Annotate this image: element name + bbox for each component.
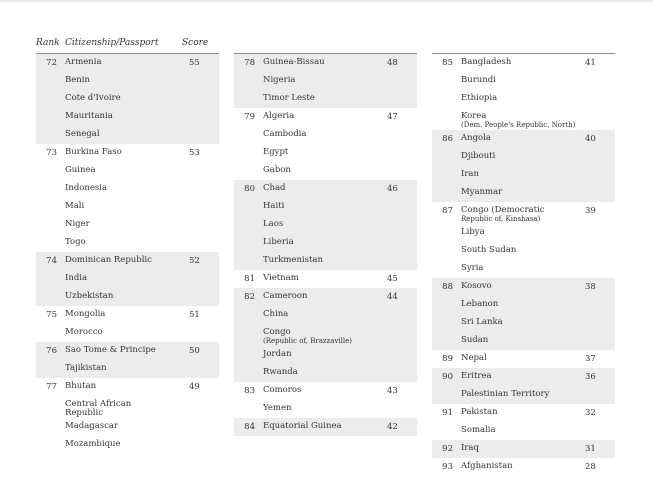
country-name [263,328,379,345]
country-name: Algeria [263,111,295,121]
rank-group [36,144,219,252]
country-name-subline: (Dem. People's Republic, North) [461,121,576,129]
score-value: 32 [585,408,596,418]
country-name: Rwanda [263,367,298,377]
rank-number: 85 [442,58,453,68]
rank-number: 74 [46,256,57,266]
score-value: 38 [585,282,596,292]
rank-number: 79 [244,112,255,122]
country-name: Mali [65,201,85,211]
country-name: Vietnam [263,273,299,283]
score-value: 42 [387,422,398,432]
country-name: Somalia [461,425,496,435]
score-value: 55 [189,58,200,68]
country-name [461,112,577,129]
rank-group [432,458,615,476]
country-name: Guinea [65,165,96,175]
country-name-line: Congo (Democratic [461,205,545,215]
score-value: 48 [387,58,398,68]
rank-number: 77 [46,382,57,392]
country-name: Djibouti [461,151,496,161]
country-name: Haiti [263,201,285,211]
rank-group [432,368,615,404]
top-border [0,0,653,2]
rank-number: 86 [442,134,453,144]
country-name: Bhutan [65,381,97,391]
rank-number: 91 [442,408,453,418]
country-name: Senegal [65,129,100,139]
country-name-subline: Republic of, Kinshasa) [461,215,541,223]
rank-group [432,130,615,202]
country-name: Mauritania [65,111,113,121]
country-name: Turkmenistan [263,255,323,265]
score-value: 36 [585,372,596,382]
country-name: Burkina Faso [65,147,122,157]
score-value: 49 [189,382,200,392]
country-name: Nepal [461,353,487,363]
country-name: Dominican Republic [65,255,152,265]
country-name: Uzbekistan [65,291,114,301]
country-name: Palestinian Territory [461,389,550,399]
country-name: Cameroon [263,291,308,301]
score-value: 45 [387,274,398,284]
country-name: Myanmar [461,187,503,197]
rank-number: 80 [244,184,255,194]
country-name: Yemen [263,403,292,413]
country-name: Gabon [263,165,291,175]
rank-number: 92 [442,444,453,454]
rank-group [234,54,417,108]
country-name: Syria [461,263,484,273]
country-name: Eritrea [461,371,492,381]
country-name [461,206,577,223]
score-value: 44 [387,292,398,302]
rank-group [234,418,417,436]
rank-group [234,270,417,288]
country-name: Chad [263,183,286,193]
country-name: Liberia [263,237,294,247]
country-name: South Sudan [461,245,517,255]
rank-number: 87 [442,206,453,216]
country-name: Iran [461,169,479,179]
rank-group [432,54,615,130]
rank-group [432,440,615,458]
country-name-line: Congo [263,327,291,337]
country-name-subline: (Republic of, Brazzaville) [263,337,353,345]
score-value: 52 [189,256,200,266]
rank-group [234,108,417,180]
score-value: 40 [585,134,596,144]
rank-group [432,278,615,350]
country-name: India [65,273,88,283]
rank-number: 81 [244,274,255,284]
country-name: Morocco [65,327,103,337]
score-value: 28 [585,462,596,472]
rank-group [234,382,417,418]
score-value: 53 [189,148,200,158]
country-name: Afghanistan [461,461,513,471]
country-name: Mozambique [65,439,121,449]
country-name: Benin [65,75,90,85]
rank-number: 88 [442,282,453,292]
score-value: 51 [189,310,200,320]
country-name: Niger [65,219,90,229]
rank-number: 75 [46,310,57,320]
score-value: 37 [585,354,596,364]
rank-number: 84 [244,422,255,432]
rank-group [36,54,219,144]
rank-group [36,252,219,306]
country-name: Sudan [461,335,489,345]
rank-number: 82 [244,292,255,302]
rank-group [432,404,615,440]
score-value: 39 [585,206,596,216]
country-name: Ethiopia [461,93,498,103]
rank-number: 83 [244,386,255,396]
country-name: Indonesia [65,183,108,193]
country-name: Jordan [263,349,292,359]
country-name: Timor Leste [263,93,315,103]
country-name: Sri Lanka [461,317,503,327]
country-name: Armenia [65,57,102,67]
rank-number: 89 [442,354,453,364]
country-name-line: Korea [461,111,487,121]
rank-number: 73 [46,148,57,158]
rank-number: 90 [442,372,453,382]
header-citizenship: Citizenship/Passport [65,38,159,48]
country-name: Laos [263,219,284,229]
country-name: Equatorial Guinea [263,421,342,431]
score-value: 46 [387,184,398,194]
rank-group [234,180,417,270]
table-header [36,38,219,50]
rank-number: 76 [46,346,57,356]
rank-group [36,378,219,454]
country-name: Tajikistan [65,363,107,373]
score-value: 50 [189,346,200,356]
rank-group [432,202,615,278]
score-value: 31 [585,444,596,454]
country-name: Comoros [263,385,302,395]
rank-number: 93 [442,462,453,472]
country-name: Sao Tome & Principe [65,345,156,355]
country-name: Pakistan [461,407,498,417]
country-name: Mongolia [65,309,106,319]
country-name: Angola [461,133,491,143]
country-name: Bangladesh [461,57,512,67]
country-name: Iraq [461,443,479,453]
country-name: Cambodia [263,129,307,139]
header-rank: Rank [36,38,60,48]
score-value: 47 [387,112,398,122]
country-name: Egypt [263,147,289,157]
country-name: Libya [461,227,485,237]
rank-group [36,306,219,342]
score-value: 43 [387,386,398,396]
country-name: China [263,309,289,319]
country-name: Burundi [461,75,496,85]
score-value: 41 [585,58,596,68]
country-name: Nigeria [263,75,296,85]
header-score: Score [182,38,209,48]
country-name: Cote d'Ivoire [65,93,121,103]
rank-number: 78 [244,58,255,68]
country-name: Guinea-Bissau [263,57,325,67]
country-name: Central African Republic [65,399,132,418]
rank-number: 72 [46,58,57,68]
rank-group [234,288,417,382]
country-name: Madagascar [65,421,119,431]
rank-group [36,342,219,378]
rank-group [432,350,615,368]
country-name: Lebanon [461,299,499,309]
country-name: Togo [65,237,86,247]
country-name: Kosovo [461,281,492,291]
